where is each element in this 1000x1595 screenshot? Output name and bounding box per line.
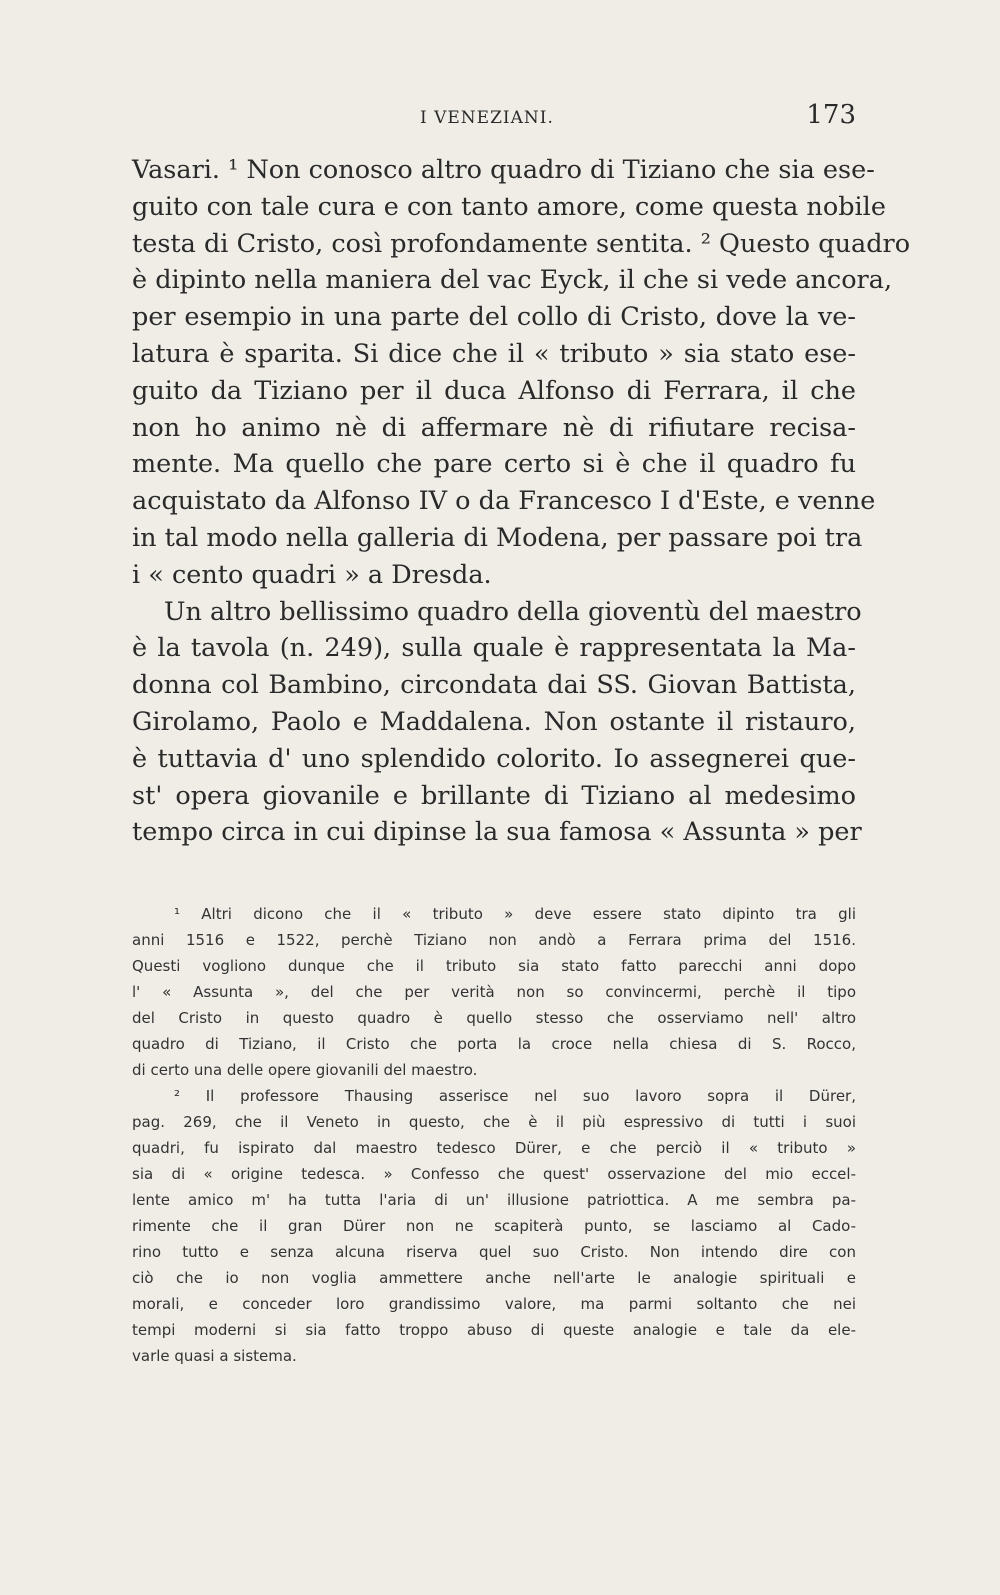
footnote-line: morali, e conceder loro grandissimo valore, ma parmi soltanto che nei	[132, 1295, 856, 1313]
footnotes	[132, 901, 856, 1369]
body-line: latura è sparita. Si dice che il « tributo » sia stato ese-	[132, 338, 856, 369]
body-line: Girolamo, Paolo e Maddalena. Non ostante il ristauro,	[132, 706, 856, 737]
footnote-line: pag. 269, che il Veneto in questo, che è il più espressivo di tutti i suoi	[132, 1113, 856, 1131]
body-line: acquistato da Alfonso IV o da Francesco I d'Este, e venne	[132, 486, 876, 517]
body-line: per esempio in una parte del collo di Cristo, dove la ve-	[132, 302, 856, 333]
running-head	[132, 100, 856, 140]
footnote-line: tempi moderni si sia fatto troppo abuso di queste analogie e tale da ele-	[132, 1321, 856, 1339]
body-line: guito con tale cura e con tanto amore, come questa nobile	[132, 191, 886, 222]
footnote-line: anni 1516 e 1522, perchè Tiziano non andò a Ferrara prima del 1516.	[132, 931, 856, 949]
body-line: è dipinto nella maniera del vac Eyck, il che si vede ancora,	[132, 265, 893, 296]
footnote-line: Questi vogliono dunque che il tributo sia stato fatto parecchi anni dopo	[132, 957, 856, 975]
footnote-line: quadro di Tiziano, il Cristo che porta la croce nella chiesa di S. Rocco,	[132, 1035, 856, 1053]
footnote-line: rimente che il gran Dürer non ne scapiterà punto, se lasciamo al Cado-	[132, 1217, 856, 1235]
body-line: non ho animo nè di affermare nè di rifiutare recisa-	[132, 412, 856, 443]
body-line: è tuttavia d' uno splendido colorito. Io assegnerei que-	[132, 743, 856, 774]
footnote-line: l' « Assunta », del che per verità non so convincermi, perchè il tipo	[132, 983, 856, 1001]
footnote-line: varle quasi a sistema.	[132, 1347, 297, 1365]
body-line: mente. Ma quello che pare certo si è che il quadro fu	[132, 449, 856, 480]
footnote-line: ¹ Altri dicono che il « tributo » deve essere stato dipinto tra gli	[174, 905, 856, 923]
body-line: donna col Bambino, circondata dai SS. Giovan Battista,	[132, 670, 856, 701]
footnote-line: ciò che io non voglia ammettere anche nell'arte le analogie spirituali e	[132, 1269, 856, 1287]
body-line: Un altro bellissimo quadro della gioventù del maestro	[164, 596, 862, 627]
footnote-line: rino tutto e senza alcuna riserva quel suo Cristo. Non intendo dire con	[132, 1243, 856, 1261]
body-line: in tal modo nella galleria di Modena, per passare poi tra	[132, 522, 863, 553]
footnote-line: sia di « origine tedesca. » Confesso che quest' osservazione del mio eccel-	[132, 1165, 856, 1183]
body-line: st' opera giovanile e brillante di Tiziano al medesimo	[132, 780, 856, 811]
body-line: guito da Tiziano per il duca Alfonso di Ferrara, il che	[132, 375, 856, 406]
footnote-line: del Cristo in questo quadro è quello stesso che osserviamo nell' altro	[132, 1009, 856, 1027]
footnote-line: ² Il professore Thausing asserisce nel suo lavoro sopra il Dürer,	[174, 1087, 856, 1105]
body-line: è la tavola (n. 249), sulla quale è rappresentata la Ma-	[132, 633, 856, 664]
footnote-line: lente amico m' ha tutta l'aria di un' illusione patriottica. A me sembra pa-	[132, 1191, 856, 1209]
body-line: Vasari. ¹ Non conosco altro quadro di Tiziano che sia ese-	[132, 155, 875, 185]
body-line: testa di Cristo, così profondamente sentita. ² Questo quadro	[132, 228, 911, 259]
page-number: 173	[806, 100, 856, 130]
footnote-line: di certo una delle opere giovanili del maestro.	[132, 1061, 478, 1079]
footnote-line: quadri, fu ispirato dal maestro tedesco Dürer, e che perciò il « tributo »	[132, 1139, 856, 1157]
running-title: I VENEZIANI.	[420, 108, 554, 128]
body-line: i « cento quadri » a Dresda.	[132, 559, 492, 590]
body-text	[132, 152, 911, 851]
body-line: tempo circa in cui dipinse la sua famosa « Assunta » per	[132, 817, 862, 848]
